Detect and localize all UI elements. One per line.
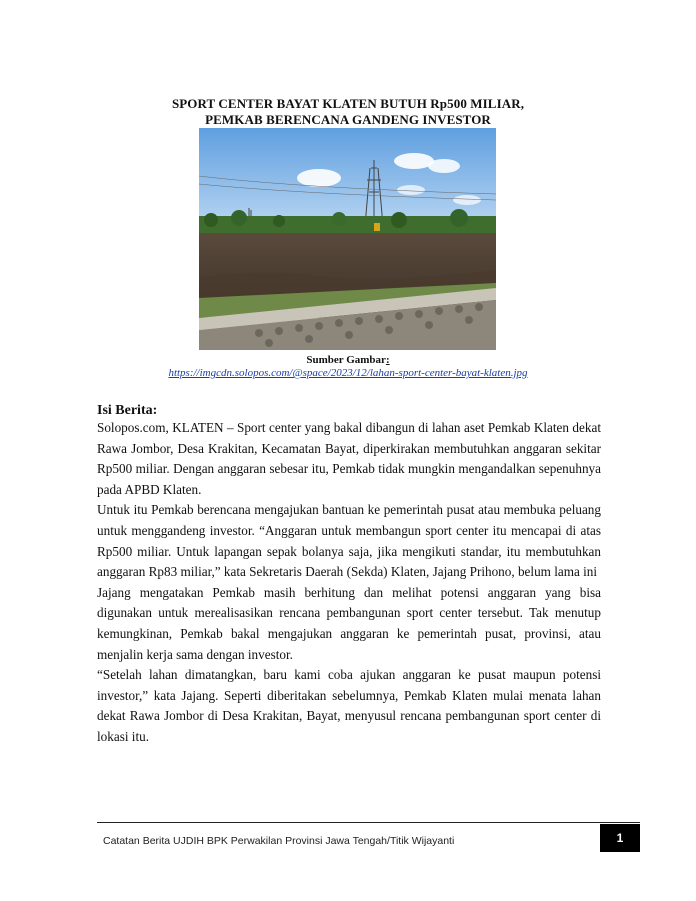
image-caption-label: Sumber Gambar xyxy=(306,354,386,366)
title-line-2: PEMKAB BERENCANA GANDENG INVESTOR xyxy=(205,112,491,127)
image-source-link[interactable]: https://imgcdn.solopos.com/@space/2023/12/lahan-sport-center-bayat-klaten.jpg xyxy=(168,367,528,379)
paragraph-4: “Setelah lahan dimatangkan, baru kami coba ajukan anggaran ke pusat maupun potensi investor,” kata Jajang. Seperti diberitakan sebelumnya, Pemkab Klaten mulai menata lahan dekat Rawa Jombor di Desa Krakitan, Bayat, menyusul rencana pembangunan sport center di lokasi itu. xyxy=(97,667,601,744)
section-heading: Isi Berita: xyxy=(97,403,158,418)
paragraph-3: Jajang mengatakan Pemkab masih berhitung dan melihat potensi anggaran yang bisa digunakan untuk merealisasikan rencana pembangunan sport center tersebut. Tak menutup kemungkinan, Pemkab bakal mengajukan anggaran ke pemerintah pusat, provinsi, atau menjalin kerja sama dengan investor. xyxy=(97,584,601,662)
image-caption xyxy=(150,354,546,367)
article-title xyxy=(98,96,598,128)
page-number: 1 xyxy=(616,831,624,845)
footer-divider xyxy=(97,822,640,823)
paragraph-1: Solopos.com, KLATEN – Sport center yang bakal dibangun di lahan aset Pemkab Klaten dekat Rawa Jombor, Desa Krakitan, Kecamatan Bayat, diperkirakan membutuhkan anggaran sekitar Rp500 miliar. Dengan anggaran sebesar itu, Pemkab tidak mungkin mengandalkan sepenuhnya pada APBD Klaten. xyxy=(97,420,601,497)
page-number-box xyxy=(600,824,640,852)
footer-text: Catatan Berita UJDIH BPK Perwakilan Provinsi Jawa Tengah/Titik Wijayanti xyxy=(103,835,455,847)
article-photo xyxy=(199,128,496,350)
title-line-1: SPORT CENTER BAYAT KLATEN BUTUH Rp500 MILIAR, xyxy=(171,96,525,111)
paragraph-2: Untuk itu Pemkab berencana mengajukan bantuan ke pemerintah pusat atau membuka peluang untuk menggandeng investor. “Anggaran untuk membangun sport center itu mencapai di atas Rp500 miliar. Untuk lapangan sepak bolanya saja, jika mengikuti standar, itu membutuhkan anggaran Rp83 miliar,” kata Sekretaris Daerah (Sekda) Klaten, Jajang Prihono, belum lama ini xyxy=(97,502,601,580)
image-caption-colon: : xyxy=(385,354,390,366)
article-body xyxy=(97,418,601,748)
